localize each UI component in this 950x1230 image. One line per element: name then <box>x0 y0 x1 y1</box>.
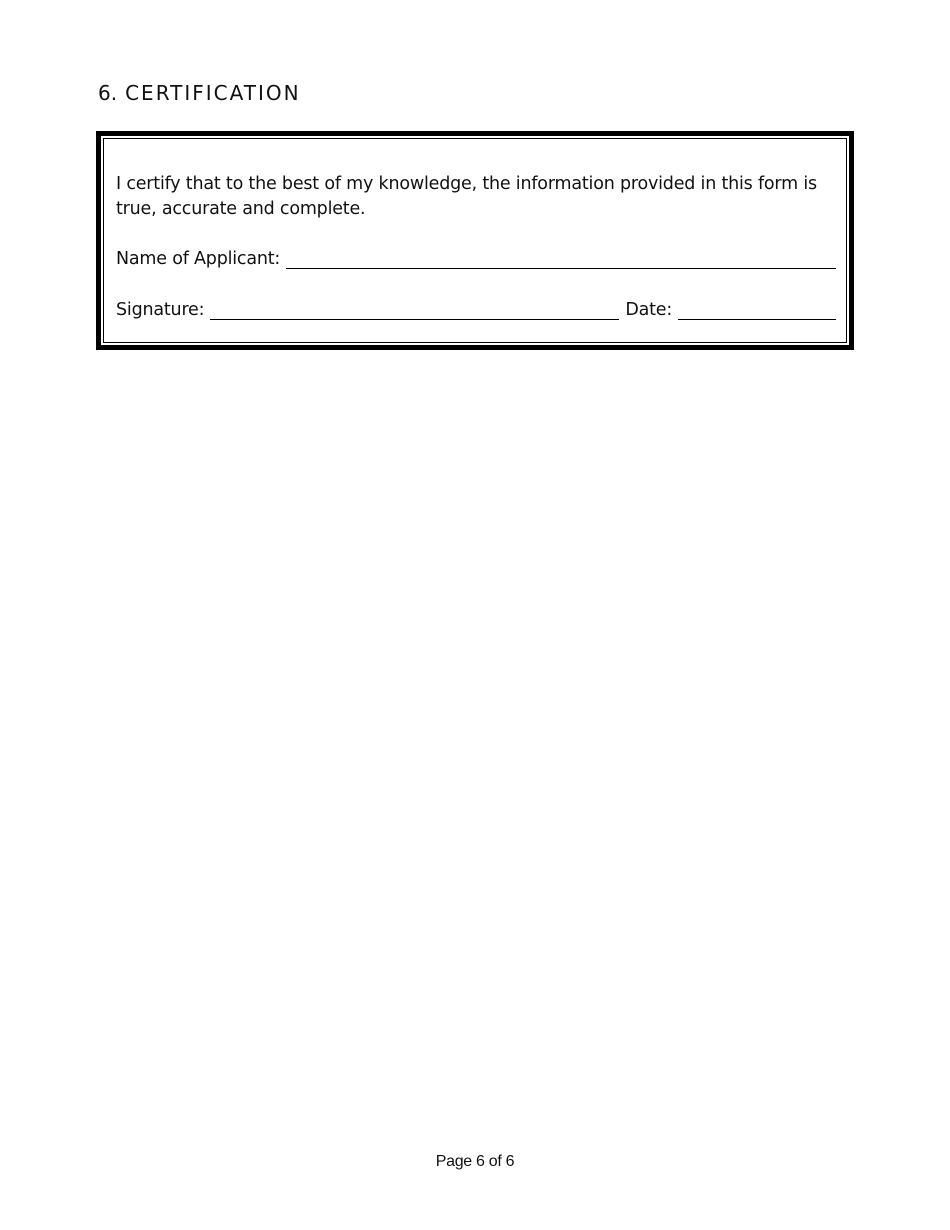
applicant-name-label: Name of Applicant: <box>116 249 281 269</box>
date-field[interactable] <box>678 297 836 320</box>
signature-date-row <box>116 296 836 322</box>
section-number: 6. <box>98 81 118 105</box>
signature-field[interactable] <box>210 297 619 320</box>
certification-statement: I certify that to the best of my knowledge, the information provided in this form is true, accurate and complete. <box>116 174 817 219</box>
signature-label: Signature: <box>116 300 205 320</box>
section-heading <box>98 80 301 106</box>
certification-inner-border <box>103 138 847 343</box>
applicant-name-field[interactable] <box>286 246 836 269</box>
certification-box <box>96 131 854 350</box>
date-label: Date: <box>625 300 673 320</box>
applicant-name-row <box>116 245 836 271</box>
page-number: Page 6 of 6 <box>435 1153 515 1170</box>
section-title: CERTIFICATION <box>125 81 301 105</box>
